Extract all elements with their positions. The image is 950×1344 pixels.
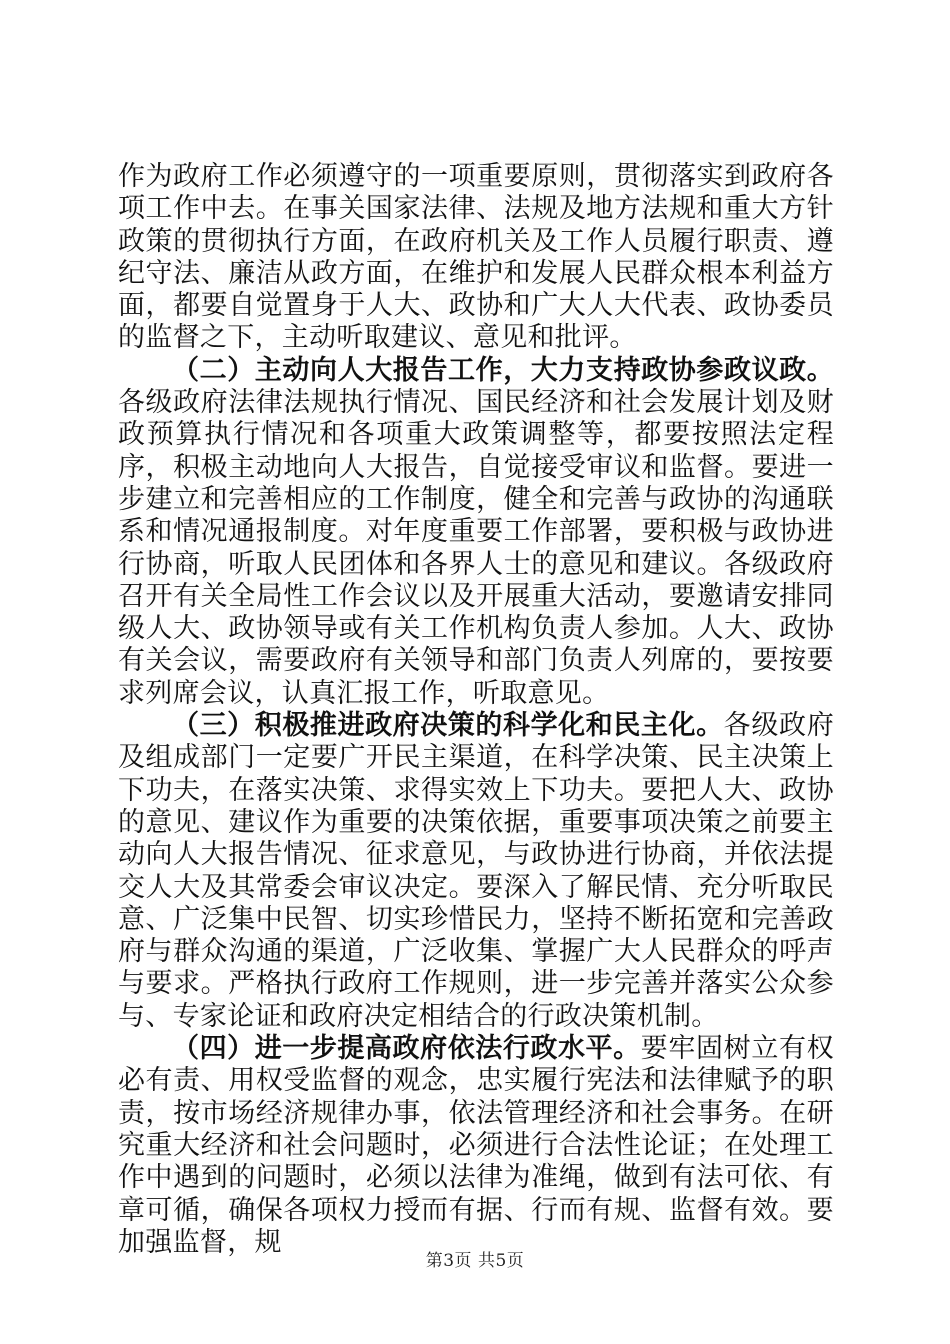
paragraph-continuation: [118, 161, 834, 355]
paragraph-text: 作为政府工作必须遵守的一项重要原则，贯彻落实到政府各项工作中去。在事关国家法律、法规及地方法规和重大方针政策的贯彻执行方面，在政府机关及工作人员履行职责、遵纪守法、廉洁从政方面，在维护和发展人民群众根本利益方面，都要自觉置身于人大、政协和广大人大代表、政协委员的监督之下，主动听取建议、意见和批评。: [118, 161, 834, 354]
page-number-footer: 第3页 共5页: [425, 1251, 525, 1271]
paragraph-text: 要牢固树立有权必有责、用权受监督的观念，忠实履行宪法和法律赋予的职责，按市场经济规律办事，依法管理经济和社会事务。在研究重大经济和社会问题时，必须进行合法性论证；在处理工作中遇到的问题时，必须以法律为准绳，做到有法可依、有章可循，确保各项权力授而有据、行而有规、监督有效。要加强监督，规: [118, 1033, 834, 1258]
paragraph-section-4: [118, 1033, 834, 1259]
section-heading-3: （三）积极推进政府决策的科学化和民主化。: [172, 710, 724, 742]
section-heading-4: （四）进一步提高政府依法行政水平。: [172, 1033, 641, 1065]
paragraph-section-2: [118, 355, 834, 710]
paragraph-text: 各级政府及组成部门一定要广开民主渠道，在科学决策、民主决策上下功夫，在落实决策、求得实效上下功夫。要把人大、政协的意见、建议作为重要的决策依据，重要事项决策之前要主动向人大报告情况、征求意见，与政协进行协商，并依法提交人大及其常委会审议决定。要深入了解民情、充分听取民意、广泛集中民智、切实珍惜民力，坚持不断拓宽和完善政府与群众沟通的渠道，广泛收集、掌握广大人民群众的呼声与要求。严格执行政府工作规则，进一步完善并落实公众参与、专家论证和政府决定相结合的行政决策机制。: [118, 710, 835, 1032]
section-heading-2: （二）主动向人大报告工作，大力支持政协参政议政。: [172, 354, 834, 386]
paragraph-text: 各级政府法律法规执行情况、国民经济和社会发展计划及财政预算执行情况和各项重大政策调整等，都要按照法定程序，积极主动地向人大报告，自觉接受审议和监督。要进一步建立和完善相应的工作制度，健全和完善与政协的沟通联系和情况通报制度。对年度重要工作部署，要积极与政协进行协商，听取人民团体和各界人士的意见和建议。各级政府召开有关全局性工作会议以及开展重大活动，要邀请安排同级人大、政协领导或有关工作机构负责人参加。人大、政协有关会议，需要政府有关领导和部门负责人列席的，要按要求列席会议，认真汇报工作，听取意见。: [118, 387, 834, 709]
paragraph-section-3: [118, 710, 834, 1033]
document-body: [118, 161, 834, 1259]
